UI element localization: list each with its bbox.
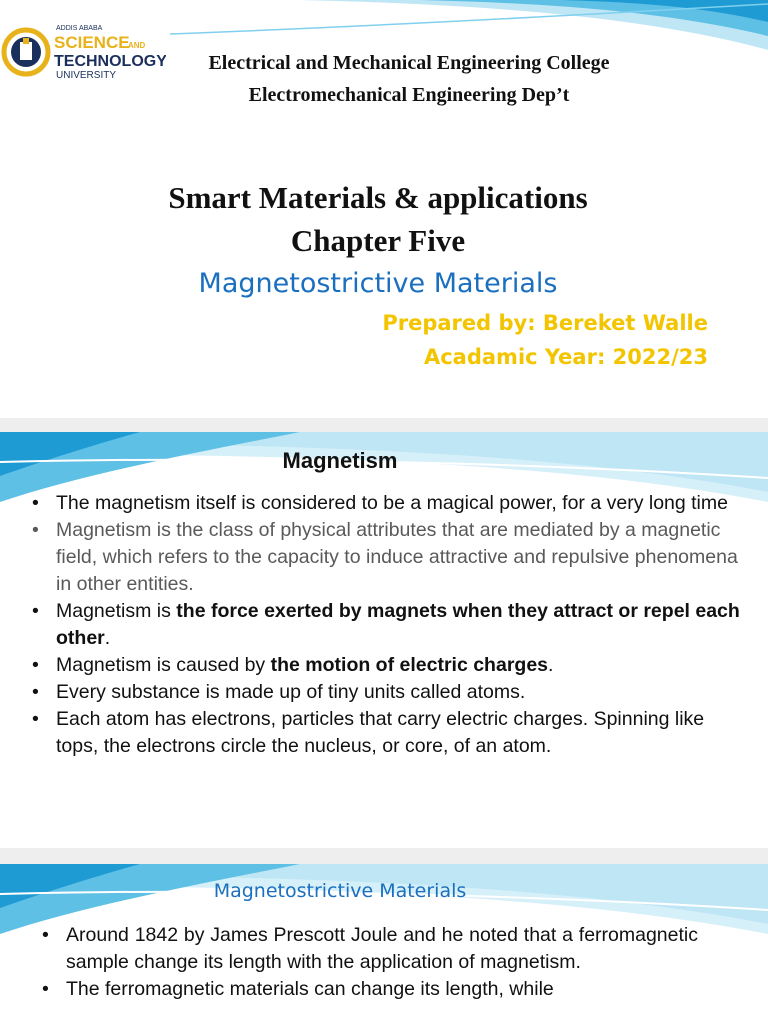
department-name: Electromechanical Engineering Dep’t (248, 84, 570, 106)
bullet-list (22, 490, 742, 760)
bullet-item: • The magnetism itself is considered to be a magical power, for a very long time (22, 490, 742, 517)
magnetostrictive-slide (0, 864, 768, 1024)
slide-separator (0, 848, 768, 864)
bullet-item: • Every substance is made up of tiny units called atoms. (22, 679, 742, 706)
slide-title: Magnetostrictive Materials (213, 880, 467, 902)
course-title: Smart Materials & applications (168, 180, 588, 215)
title-slide (0, 0, 768, 418)
logo-line2: SCIENCE (54, 33, 130, 52)
bullet-item: • Magnetism is caused by the motion of electric charges. (22, 652, 742, 679)
bullet-item: • Around 1842 by James Prescott Joule and he noted that a ferromagnetic sample change its length with the application of magnetism. (32, 922, 698, 976)
academic-year: Acadamic Year: 2022/23 (423, 345, 708, 369)
magnetism-slide (0, 432, 768, 848)
logo-line1: ADDIS ABABA (56, 25, 103, 32)
bullet-item: • The ferromagnetic materials can change its length, while (32, 976, 698, 1003)
bullet-item: • Magnetism is the force exerted by magnets when they attract or repel each other. (22, 598, 742, 652)
college-name: Electrical and Mechanical Engineering College (208, 52, 610, 74)
topic-title: Magnetostrictive Materials (198, 268, 558, 299)
logo-line2b: AND (128, 41, 146, 50)
logo-line4: UNIVERSITY (56, 70, 117, 81)
chapter-title: Chapter Five (290, 223, 466, 258)
slide-separator (0, 418, 768, 432)
slide-title: Magnetism (282, 448, 398, 473)
bullet-list (32, 922, 698, 1003)
bullet-item: • Magnetism is the class of physical attributes that are mediated by a magnetic field, which refers to the capacity to induce attractive and repulsive phenomena in other entities. (22, 517, 742, 598)
bullet-item: • Each atom has electrons, particles that carry electric charges. Spinning like tops, the electrons circle the nucleus, or core, of an atom. (22, 706, 742, 760)
prepared-by: Prepared by: Bereket Walle (382, 311, 708, 335)
logo-line3: TECHNOLOGY (54, 53, 166, 70)
